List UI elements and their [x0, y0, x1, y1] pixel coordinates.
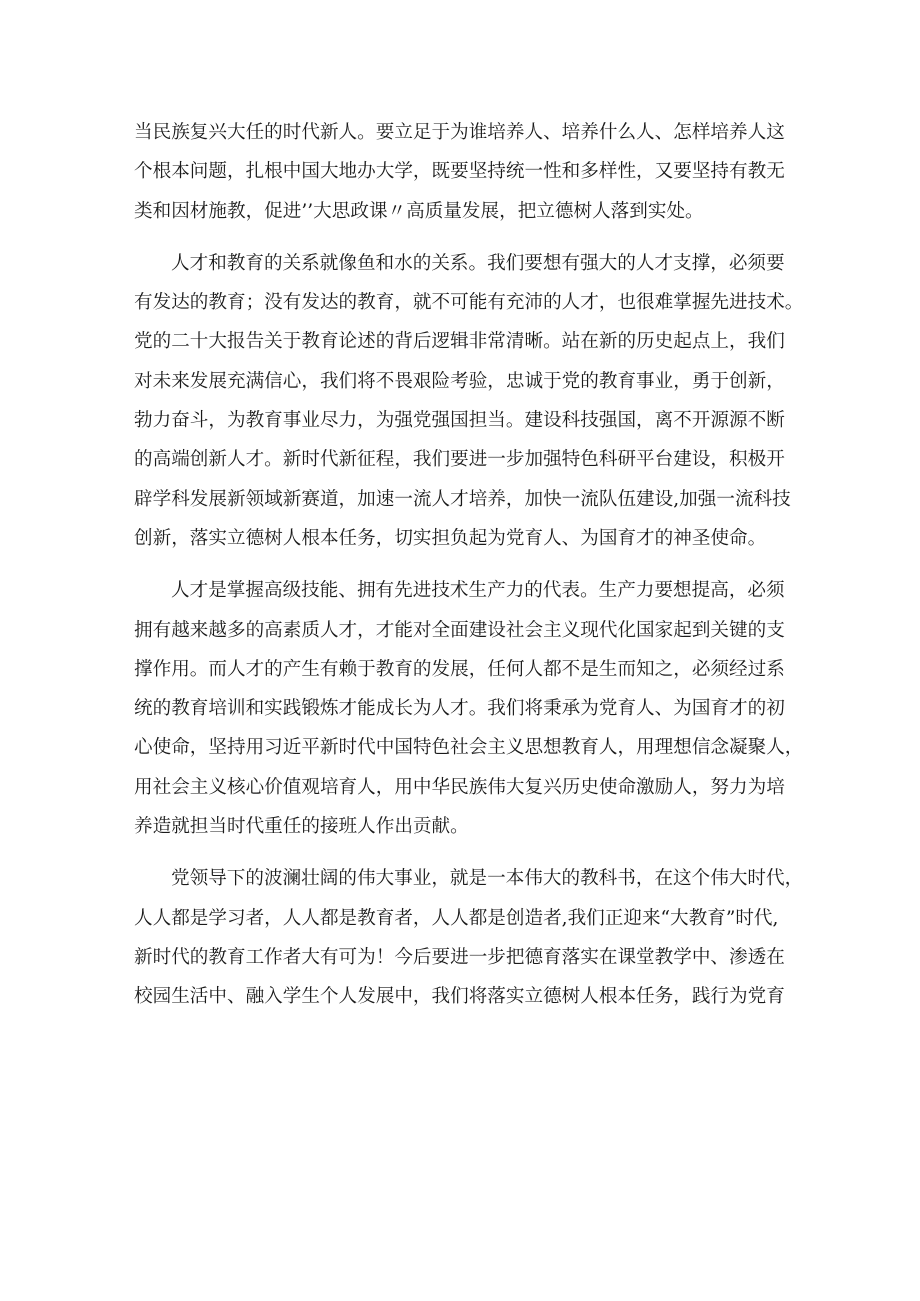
text-line: 有发达的教育；没有发达的教育，就不可能有充沛的人才，也很难掌握先进技术。 — [134, 292, 804, 314]
text-line: 对未来发展充满信心，我们将不畏艰险考验，忠诚于党的教育事业，勇于创新， — [134, 370, 785, 392]
text-line: 人才和教育的关系就像鱼和水的关系。我们要想有强大的人才支撑，必须要 — [171, 252, 785, 274]
text-line: 个根本问题，扎根中国大地办大学，既要坚持统一性和多样性，又要坚持有教无 — [134, 161, 785, 183]
text-line: 新时代的教育工作者大有可为！今后要进一步把德育落实在课堂教学中、渗透在 — [134, 946, 785, 968]
paragraph — [134, 113, 794, 231]
text-line: 人人都是学习者，人人都是教育者，人人都是创造者,我们正迎来“大教育”时代, — [134, 907, 779, 929]
text-line: 当民族复兴大任的时代新人。要立足于为谁培养人、培养什么人、怎样培养人这 — [134, 122, 785, 143]
document-body — [134, 113, 804, 1017]
text-line: 勃力奋斗，为教育事业尽力，为强党强国担当。建设科技强国，离不开源源不断 — [134, 410, 785, 432]
text-line: 统的教育培训和实践锻炼才能成长为人才。我们将秉承为党育人、为国育才的初 — [134, 698, 785, 720]
text-line: 养造就担当时代重任的接班人作出贡献。 — [134, 816, 469, 838]
text-line: 撑作用。而人才的产生有赖于教育的发展，任何人都不是生而知之，必须经过系 — [134, 658, 785, 680]
paragraph — [134, 859, 804, 1016]
text-line: 创新，落实立德树人根本任务，切实担负起为党育人、为国育才的神圣使命。 — [134, 527, 767, 549]
text-line: 辟学科发展新领域新赛道，加速一流人才培养，加快一流队伍建设,加强一流科技 — [134, 488, 791, 510]
text-line: 类和因材施教，促进’’大思政课〃高质量发展，把立德树人落到实处。 — [134, 200, 704, 222]
text-line: 心使命，坚持用习近平新时代中国特色社会主义思想教育人，用理想信念凝聚人， — [134, 737, 804, 759]
text-line: 用社会主义核心价值观培育人，用中华民族伟大复兴历史使命激励人，努力为培 — [134, 776, 785, 798]
text-line: 的高端创新人才。新时代新征程，我们要进一步加强特色科研平台建设，积极开 — [134, 449, 785, 471]
text-line: 党的二十大报告关于教育论述的背后逻辑非常清晰。站在新的历史起点上，我们 — [134, 331, 785, 353]
text-line: 拥有越来越多的高素质人才，才能对全面建设社会主义现代化国家起到关键的支 — [134, 619, 785, 641]
text-line: 校园生活中、融入学生个人发展中，我们将落实立德树人根本任务，践行为党育 — [134, 986, 785, 1008]
text-line: 人才是掌握高级技能、拥有先进技术生产力的代表。生产力要想提高，必须 — [171, 580, 785, 602]
paragraph — [134, 571, 804, 846]
paragraph — [134, 244, 804, 558]
text-line: 党领导下的波澜壮阔的伟大事业，就是一本伟大的教科书，在这个伟大时代， — [171, 868, 804, 890]
